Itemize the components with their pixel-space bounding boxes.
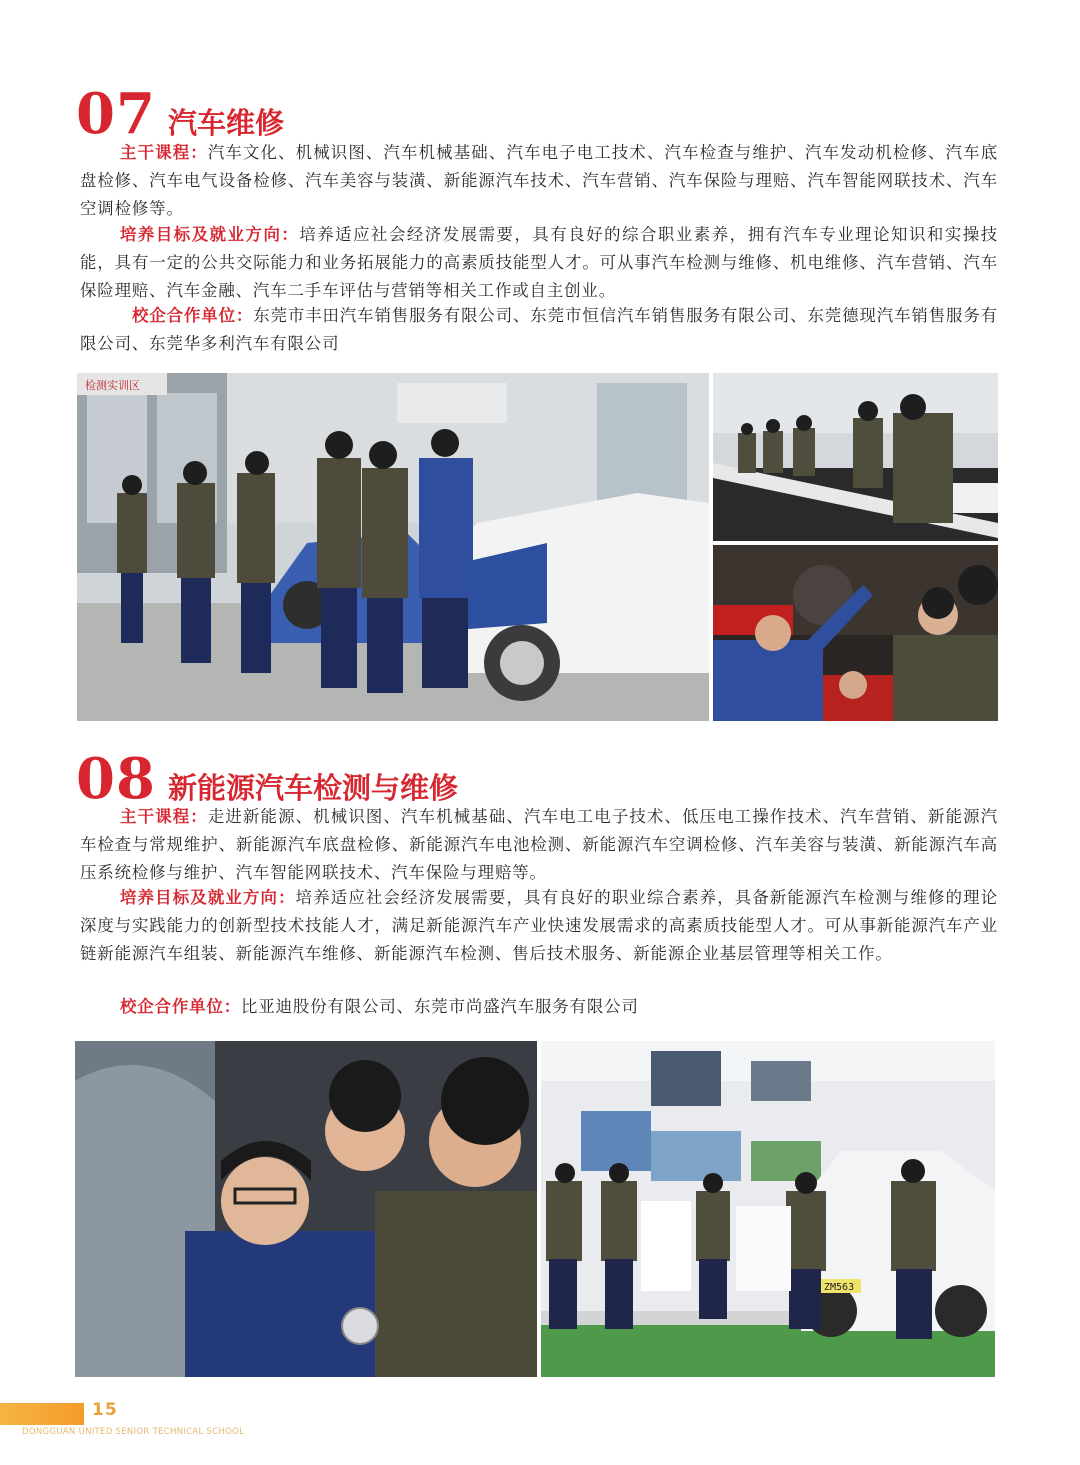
section-07-goal bbox=[80, 221, 998, 305]
footer-accent-bar bbox=[0, 1403, 84, 1425]
section-07-title: 汽车维修 bbox=[167, 106, 284, 140]
section-08-courses bbox=[80, 803, 998, 887]
under-car-inspection-photo bbox=[713, 545, 998, 721]
license-plate: ZM563 bbox=[824, 1282, 855, 1293]
workshop-sign: 检测实训区 bbox=[85, 379, 140, 392]
courses-text: 走进新能源、机械识图、汽车机械基础、汽车电工电子技术、低压电工操作技术、汽车营销、新能源汽车检查与常规维护、新能源汽车底盘检修、新能源汽车电池检测、新能源汽车空调检修、汽车美容与装潢、新能源汽车高压系统检修与维护、汽车智能网联技术、汽车保险与理赔等。 bbox=[80, 807, 998, 882]
section-08-goal bbox=[80, 884, 998, 968]
courses-label: 主干课程： bbox=[120, 807, 208, 826]
section-08-coop bbox=[80, 993, 998, 1021]
goal-label: 培养目标及就业方向： bbox=[120, 888, 296, 907]
section-08-title: 新能源汽车检测与维修 bbox=[167, 771, 458, 805]
section-07-courses bbox=[80, 139, 998, 223]
goal-text: 培养适应社会经济发展需要，具有良好的综合职业素养，拥有汽车专业理论知识和实操技能，具有一定的公共交际能力和业务拓展能力的高素质技能型人才。可从事汽车检测与维修、机电维修、汽车营销、汽车保险理赔、汽车金融、汽车二手车评估与营销等相关工作或自主创业。 bbox=[80, 225, 998, 300]
ev-training-room-photo bbox=[541, 1041, 995, 1377]
courses-text: 汽车文化、机械识图、汽车机械基础、汽车电子电工技术、汽车检查与维护、汽车发动机检修、汽车底盘检修、汽车电气设备检修、汽车美容与装潢、新能源汽车技术、汽车营销、汽车保险与理赔、汽车智能网联技术、汽车空调检修等。 bbox=[80, 143, 998, 218]
section-08-number: 08 bbox=[76, 746, 156, 812]
school-name-english: DONGGUAN UNITED SENIOR TECHNICAL SCHOOL bbox=[22, 1427, 245, 1437]
goal-label: 培养目标及就业方向： bbox=[120, 225, 300, 244]
section-07-coop bbox=[80, 302, 998, 358]
goal-text: 培养适应社会经济发展需要，具有良好的职业综合素养，具备新能源汽车检测与维修的理论深度与实践能力的创新型技术技能人才，满足新能源汽车产业快速发展需求的高素质技能型人才。可从事新能源汽车产业链新能源汽车组装、新能源汽车维修、新能源汽车检测、售后技术服务、新能源企业基层管理等相关工作。 bbox=[80, 888, 998, 963]
section-07-number: 07 bbox=[76, 81, 156, 147]
training-bench-photo bbox=[713, 373, 998, 541]
coop-text: 东莞市丰田汽车销售服务有限公司、东莞市恒信汽车销售服务有限公司、东莞德现汽车销售服务有限公司、东莞华多利汽车有限公司 bbox=[80, 306, 998, 353]
section-08-heading bbox=[76, 746, 458, 812]
page-number: 15 bbox=[92, 1400, 118, 1420]
workshop-students-photo bbox=[77, 373, 709, 721]
coop-text: 比亚迪股份有限公司、东莞市尚盛汽车服务有限公司 bbox=[241, 997, 639, 1016]
coop-label: 校企合作单位： bbox=[132, 306, 254, 325]
section-07-heading bbox=[76, 81, 284, 147]
students-closeup-photo bbox=[75, 1041, 537, 1377]
coop-label: 校企合作单位： bbox=[120, 997, 242, 1016]
courses-label: 主干课程： bbox=[120, 143, 208, 162]
